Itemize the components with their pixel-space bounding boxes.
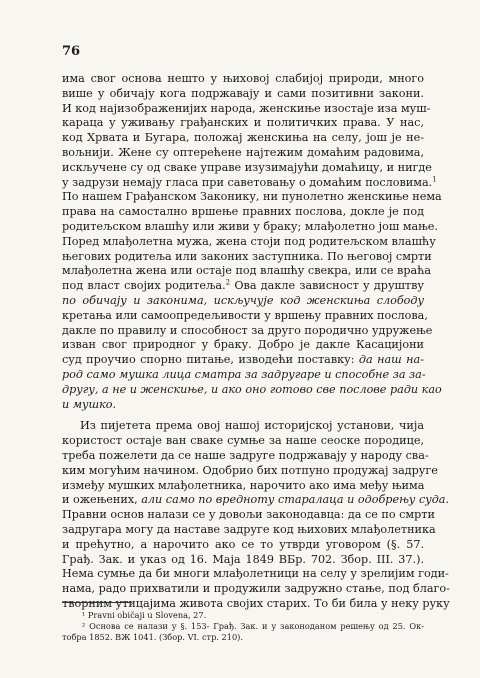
text-line: нама, радо прихватили и продужили задружно стање, под благо- xyxy=(62,582,450,596)
text-line: и прећутно, а нарочито ако се то утврди уговором (§. 57. xyxy=(62,537,424,551)
text-line: Правни основ налази се у довољи законодавца: да се по смрти xyxy=(62,508,435,522)
footnotes xyxy=(62,610,424,643)
text-line: треба пожелети да се наше задруге подржавају у народу сва- xyxy=(62,448,429,462)
text-line: И код најизображенијих народа, женскиње изостаје иза муш- xyxy=(62,101,431,115)
text-line: његових родитеља или законих заступника. По његовој смрти xyxy=(62,249,432,263)
body-text xyxy=(62,72,450,612)
text-line: другу, а не и женскиње, и ако оно готово све послове ради као xyxy=(62,382,442,396)
text-line: по обичају и законима, искључује код женскиња слободу xyxy=(62,293,424,307)
text-line: Поред млађолетна мужа, жена стоји под родитељском влашћу xyxy=(62,234,436,248)
text-line: изван свог природног у браку. Добро је дакле Касацијони xyxy=(62,338,424,352)
text-line: суд проучио спорно питање, изводећи поставку: да наш на- xyxy=(62,353,424,367)
footnote-2: ² Основа се налази у §. 153- Грађ. Зак. и у законоданом решењу од 25. Ок- xyxy=(82,621,424,631)
page-number: 76 xyxy=(62,44,81,59)
text-line: права на самостално вршење правних послова, докле је под xyxy=(62,205,424,219)
text-line: Нема сумње да би многи млађолетници на селу у зрелијим годи- xyxy=(62,567,449,581)
text-line: задругара могу да наставе задруге код њихових млађолетника xyxy=(62,522,436,536)
footnote-reference: 1 xyxy=(432,174,437,183)
text-line: и ожењених, али само по вредноту старалаца и одобрењу суда. xyxy=(62,493,450,507)
footnote-reference: 2 xyxy=(225,278,231,287)
text-line: има свог основа нешто у њиховој слабијој природи, много xyxy=(62,72,424,85)
footnote-1: ¹ Pravni običaji u Slovena, 27. xyxy=(82,610,207,620)
text-line: ким могућим начином. Одобрио бих потпуно продужај задруге xyxy=(62,463,438,477)
text-line: млађолетна жена или остаје под влашћу свекра, или се враћа xyxy=(62,264,432,278)
text-line: вољнији. Жене су оптерећене најтежим домаћим радовима, xyxy=(62,145,424,159)
text-line: користост остаје ван сваке сумње за наше сеоске породице, xyxy=(62,434,424,448)
text-line: између мушких млађолетника, нарочито ако има међу њима xyxy=(62,478,425,492)
text-line: караца у уживању грађанских и политичких права. У нас, xyxy=(62,116,424,130)
text-line: родитељском влашћу или живи у браку; млађолетно још мање. xyxy=(62,219,438,233)
text-line: дакле по правилу и способност за друго породично удружење xyxy=(62,323,433,337)
text-line: Грађ. Зак. и указ од 16. Маја 1849 ВБр. 702. Збор. III. 37.). xyxy=(62,552,424,566)
text-line: у задрузи немају гласа при саветовању о домаћим пословима.$^1$ xyxy=(62,174,437,189)
text-line: По нашем Грађанском Законику, ни пунолетно женскиње нема xyxy=(62,190,442,204)
text-line: род само мушка лица сматра за задругаре и способне за за- xyxy=(62,367,426,381)
footnote-2-continuation: тобра 1852. ВЖ 1041. (Збор. VI. стр. 210). xyxy=(62,632,243,642)
paragraph-gap xyxy=(62,412,424,419)
text-line: Из пијетета према овој нашој историјској установи, чија xyxy=(80,419,424,433)
text-line: творним утицајима живота својих старих. То би била у неку руку xyxy=(62,596,450,610)
paragraph-1 xyxy=(62,72,442,412)
footnote-rule xyxy=(62,602,132,603)
text-line: и мушко. xyxy=(62,397,117,411)
paragraph-2 xyxy=(62,419,450,611)
text-line: више у обичају кога подржавају и сами позитивни закони. xyxy=(62,86,424,100)
text-line: код Хрвата и Бугара, положај женскиња на селу, још је не- xyxy=(62,131,424,145)
text-line: искључене су од сваке управе изузимајући домаћицу, и нигде xyxy=(62,160,432,174)
text-line: под власт својих родитеља.$^2$ Ова дакле зависност у друштву xyxy=(62,278,424,293)
text-line: кретања или самоопредељивости у вршењу правних послова, xyxy=(62,308,428,322)
